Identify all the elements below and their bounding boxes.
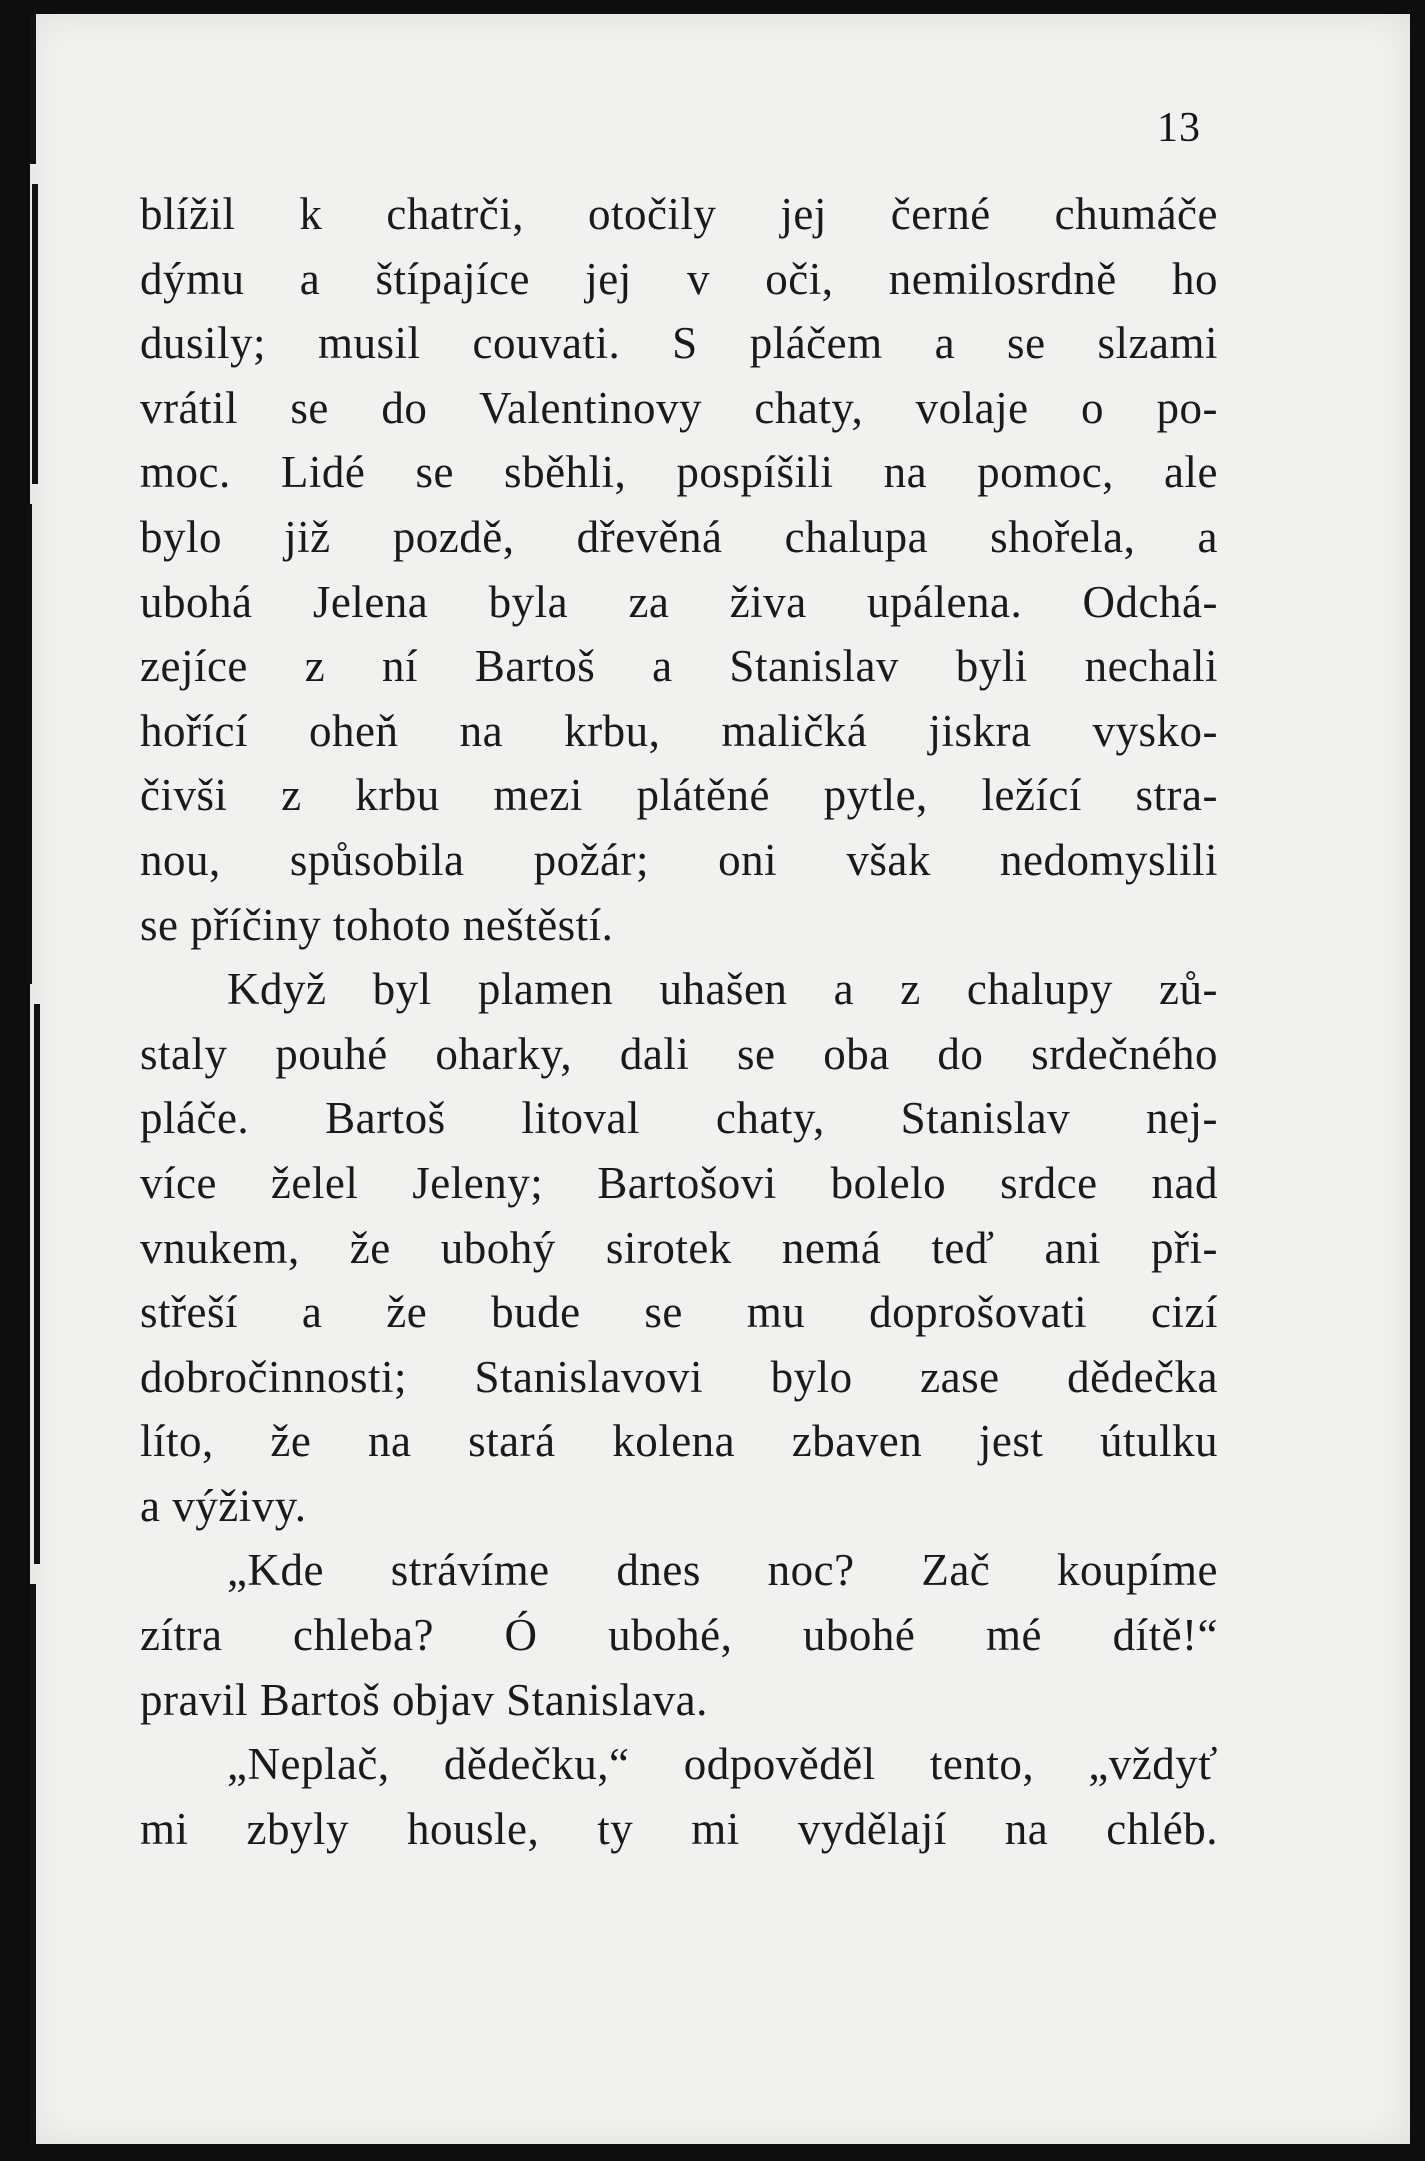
text-line: blížil k chatrči, otočily jej černé chumáče xyxy=(140,189,1218,239)
text-line: nou, spůsobila požár; oni však nedomyslili xyxy=(140,834,1218,885)
binding-edge-line xyxy=(30,1584,36,2144)
text-line: mi zbyly housle, ty mi vydělají na chléb. xyxy=(140,1803,1218,1854)
text-line: bylo již pozdě, dřevěná chalupa shořela, a xyxy=(140,511,1218,562)
page-number: 13 xyxy=(1157,105,1201,151)
text-line: ubohá Jelena byla za živa upálena. Odchá- xyxy=(140,576,1218,627)
binding-edge-line xyxy=(34,1004,40,1564)
text-line: více želel Jeleny; Bartošovi bolelo srdce nad xyxy=(140,1157,1218,1208)
text-line: moc. Lidé se sběhli, pospíšili na pomoc, ale xyxy=(140,447,1218,498)
text-line: zejíce z ní Bartoš a Stanislav byli nechali xyxy=(140,641,1218,692)
text-line: vrátil se do Valentinovy chaty, volaje o po- xyxy=(140,382,1218,433)
text-line: „Neplač, dědečku,“ odpověděl tento, „vždyť xyxy=(227,1739,1218,1790)
text-line: a výživy. xyxy=(140,1480,307,1531)
text-line: pravil Bartoš objav Stanislava. xyxy=(140,1674,708,1725)
body-text xyxy=(140,182,1218,1861)
text-line: se příčiny tohoto neštěstí. xyxy=(140,899,614,950)
text-line: dobročinnosti; Stanislavovi bylo zase dědečka xyxy=(140,1351,1218,1402)
text-line: zítra chleba? Ó ubohé, ubohé mé dítě!“ xyxy=(140,1610,1218,1661)
text-line: čivši z krbu mezi plátěné pytle, ležící stra- xyxy=(140,770,1218,821)
binding-edge-line xyxy=(30,14,36,164)
text-line: dýmu a štípajíce jej v oči, nemilosrdně ho xyxy=(140,253,1218,304)
text-line: Když byl plamen uhašen a z chalupy zů- xyxy=(227,964,1218,1015)
text-line: staly pouhé oharky, dali se oba do srdečného xyxy=(140,1028,1218,1079)
binding-edge-line xyxy=(32,184,38,484)
book-page xyxy=(30,14,1410,2144)
text-line: „Kde strávíme dnes noc? Zač koupíme xyxy=(227,1545,1218,1596)
text-line: pláče. Bartoš litoval chaty, Stanislav nej- xyxy=(140,1093,1218,1144)
binding-edge-line xyxy=(26,504,32,984)
text-line: střeší a že bude se mu doprošovati cizí xyxy=(140,1287,1218,1338)
text-line: vnukem, že ubohý sirotek nemá teď ani při- xyxy=(140,1222,1218,1273)
text-line: hořící oheň na krbu, maličká jiskra vysko- xyxy=(140,705,1218,756)
text-line: líto, že na stará kolena zbaven jest útulku xyxy=(140,1416,1218,1467)
text-line: dusily; musil couvati. S pláčem a se slzami xyxy=(140,318,1218,369)
